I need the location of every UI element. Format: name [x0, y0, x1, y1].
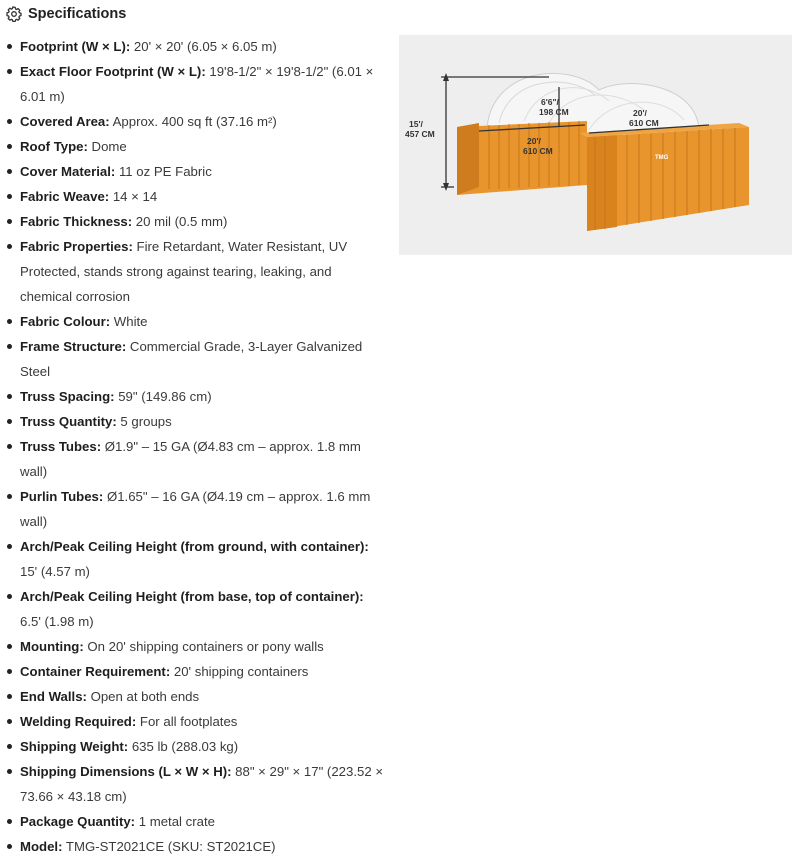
spec-value: TMG-ST2021CE (SKU: ST2021CE) — [62, 839, 276, 854]
spec-list — [0, 34, 385, 859]
back-container — [457, 121, 587, 195]
spec-item — [0, 309, 385, 334]
spec-label: Package Quantity: — [20, 814, 136, 829]
spec-label: End Walls: — [20, 689, 87, 704]
spec-value: 19'8-1/2" × 19'8-1/2" (6.01 × 6.01 m) — [20, 64, 374, 104]
spec-label: Arch/Peak Ceiling Height (from ground, with container): — [20, 539, 369, 554]
spec-label: Fabric Thickness: — [20, 214, 133, 229]
spec-label: Fabric Properties: — [20, 239, 133, 254]
spec-item — [0, 484, 385, 534]
spec-value: On 20' shipping containers or pony walls — [83, 639, 324, 654]
spec-item — [0, 734, 385, 759]
spec-item — [0, 759, 385, 809]
spec-label: Fabric Colour: — [20, 314, 111, 329]
spec-value: 11 oz PE Fabric — [115, 164, 212, 179]
spec-value: 14 × 14 — [109, 189, 158, 204]
spec-item — [0, 584, 385, 634]
spec-item — [0, 159, 385, 184]
length-label-metric: 610 CM — [523, 146, 553, 156]
spec-label: Truss Tubes: — [20, 439, 102, 454]
spec-label: Arch/Peak Ceiling Height (from base, top of container): — [20, 589, 364, 604]
spec-item — [0, 109, 385, 134]
spec-value: Fire Retardant, Water Resistant, UV Protected, stands strong against tearing, leaking, and chemical corrosion — [20, 239, 348, 304]
length-label: 20'/ — [527, 136, 541, 146]
spec-item — [0, 34, 385, 59]
peak-label: 6'6"/ — [541, 97, 559, 107]
spec-label: Shipping Dimensions (L × W × H): — [20, 764, 232, 779]
spec-label: Purlin Tubes: — [20, 489, 104, 504]
height-label: 15'/ — [409, 119, 423, 129]
spec-label: Container Requirement: — [20, 664, 171, 679]
spec-label: Footprint (W × L): — [20, 39, 131, 54]
spec-value: 6.5' (1.98 m) — [20, 614, 94, 629]
spec-value: Ø1.65" – 16 GA (Ø4.19 cm – approx. 1.6 mm wall) — [20, 489, 371, 529]
spec-value: 20' shipping containers — [170, 664, 309, 679]
spec-value: 15' (4.57 m) — [20, 564, 90, 579]
spec-item — [0, 634, 385, 659]
peak-label-metric: 198 CM — [539, 107, 569, 117]
spec-value: 20' × 20' (6.05 × 6.05 m) — [130, 39, 277, 54]
width-label: 20'/ — [633, 108, 647, 118]
container-logo: TMG — [655, 155, 669, 161]
spec-value: Commercial Grade, 3-Layer Galvanized Steel — [20, 339, 363, 379]
spec-label: Mounting: — [20, 639, 84, 654]
spec-label: Shipping Weight: — [20, 739, 129, 754]
spec-item — [0, 409, 385, 434]
width-label-metric: 610 CM — [629, 118, 659, 128]
spec-label: Welding Required: — [20, 714, 137, 729]
spec-value: 20 mil (0.5 mm) — [132, 214, 228, 229]
spec-label: Truss Quantity: — [20, 414, 117, 429]
spec-item — [0, 334, 385, 384]
spec-item — [0, 184, 385, 209]
spec-label: Cover Material: — [20, 164, 116, 179]
spec-item — [0, 834, 385, 859]
spec-value: Open at both ends — [86, 689, 200, 704]
spec-label: Covered Area: — [20, 114, 110, 129]
height-label-metric: 457 CM — [405, 129, 435, 139]
spec-item — [0, 59, 385, 109]
spec-value: Dome — [87, 139, 127, 154]
spec-item — [0, 684, 385, 709]
spec-label: Model: — [20, 839, 63, 854]
spec-value: White — [110, 314, 148, 329]
gear-icon — [6, 6, 22, 22]
spec-value: Ø1.9" – 15 GA (Ø4.83 cm – approx. 1.8 mm wall) — [20, 439, 361, 479]
spec-item — [0, 659, 385, 684]
spec-value: 1 metal crate — [135, 814, 215, 829]
spec-value: 88" × 29" × 17" (223.52 × 73.66 × 43.18 cm) — [20, 764, 384, 804]
section-title: Specifications — [28, 6, 127, 22]
front-container — [579, 123, 749, 231]
spec-value: For all footplates — [136, 714, 238, 729]
spec-item — [0, 134, 385, 159]
spec-item — [0, 534, 385, 584]
container-shelter-diagram — [399, 35, 792, 255]
spec-item — [0, 709, 385, 734]
spec-item — [0, 434, 385, 484]
spec-item — [0, 384, 385, 409]
spec-label: Roof Type: — [20, 139, 88, 154]
product-image — [399, 35, 792, 255]
spec-value: 635 lb (288.03 kg) — [128, 739, 239, 754]
specifications-header — [6, 3, 126, 25]
spec-label: Exact Floor Footprint (W × L): — [20, 64, 206, 79]
spec-label: Frame Structure: — [20, 339, 127, 354]
spec-value: 59" (149.86 cm) — [114, 389, 212, 404]
spec-value: Approx. 400 sq ft (37.16 m²) — [109, 114, 277, 129]
spec-item — [0, 809, 385, 834]
spec-label: Fabric Weave: — [20, 189, 110, 204]
spec-item — [0, 209, 385, 234]
spec-value: 5 groups — [116, 414, 172, 429]
spec-label: Truss Spacing: — [20, 389, 115, 404]
spec-item — [0, 234, 385, 309]
